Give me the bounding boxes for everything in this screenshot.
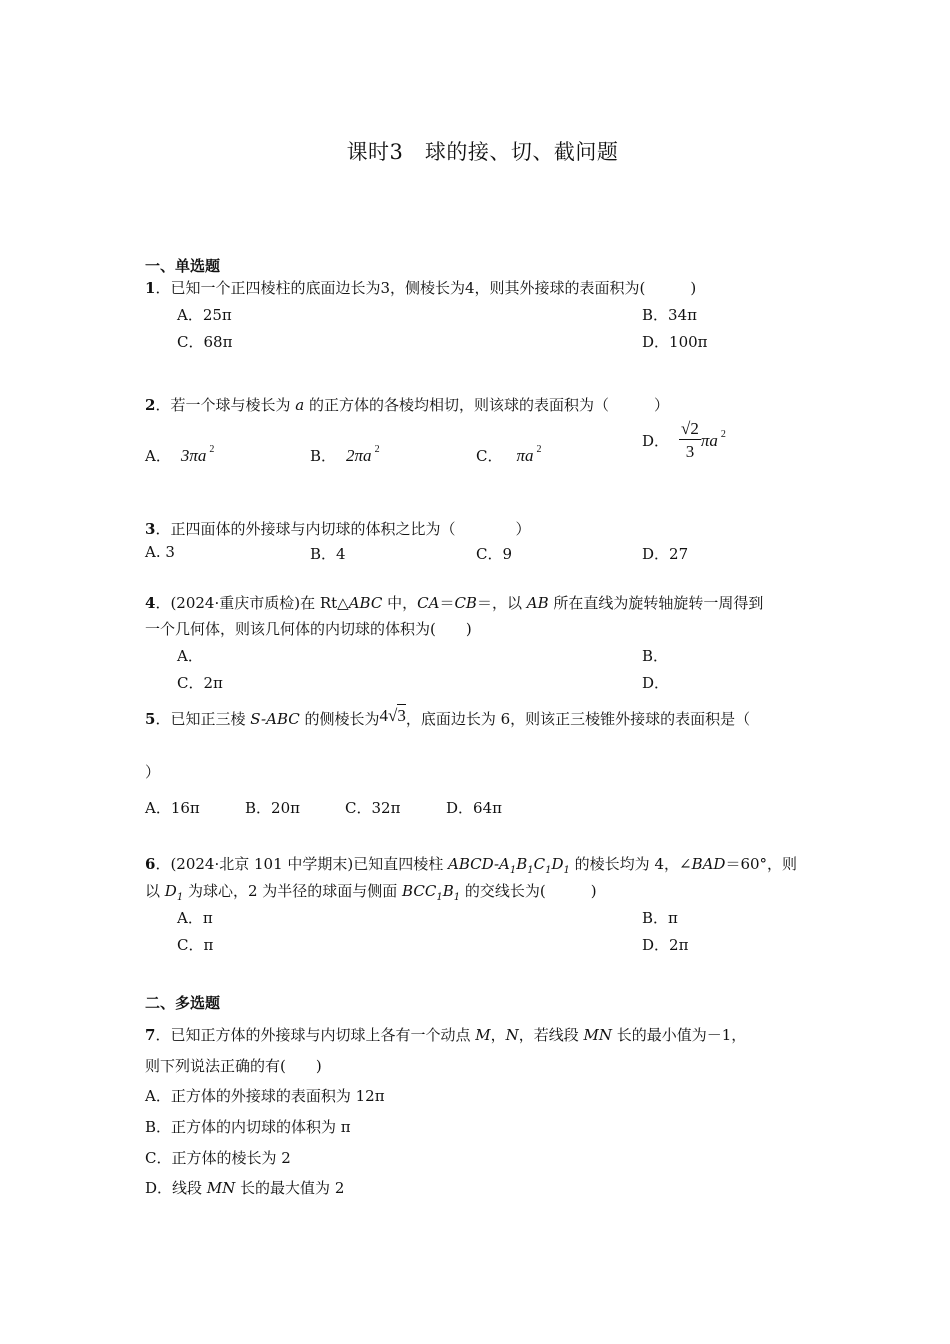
q5-option-d: D．64π: [446, 799, 502, 817]
variable: $BCC_1B_1$: [402, 882, 461, 903]
q6-option-c: C．π: [177, 936, 214, 954]
option-text: D．线段: [145, 1179, 207, 1197]
q4-option-b: B．: [642, 647, 669, 665]
variable: N: [505, 1026, 519, 1044]
question-text: ．正四面体的外接球与内切球的体积之比为（ ）: [155, 520, 531, 538]
formula: 2πa $^2$: [346, 444, 380, 465]
variable-a: a: [295, 396, 305, 414]
formula: πa $^2$: [700, 429, 726, 450]
question-5-stem: [145, 706, 750, 729]
variable: $D_1$: [164, 882, 184, 903]
question-text: ＝，以: [476, 594, 527, 612]
question-text: 的棱长均为 4，∠: [569, 855, 692, 873]
variable: MN: [206, 1179, 236, 1197]
q6-option-b: B．π: [642, 909, 678, 927]
page-title: 课时3 球的接、切、截问题: [346, 140, 619, 164]
q3-option-c: C．9: [476, 545, 513, 563]
section-heading-multi: 二、多选题: [145, 994, 221, 1012]
variable: M: [475, 1026, 491, 1044]
q1-option-d: D．100π: [642, 333, 708, 351]
question-text: ＝: [439, 594, 455, 612]
variable: MN: [583, 1026, 612, 1044]
question-text: 所在直线为旋转轴旋转一周得到: [548, 594, 764, 612]
variable: S-ABC: [250, 710, 300, 728]
q5-option-a: A．16π: [145, 799, 200, 817]
option-text: 长的最大值为 2: [235, 1179, 345, 1197]
question-text: 中，: [382, 594, 418, 612]
q7-option-a: A．正方体的外接球的表面积为 12π: [145, 1087, 385, 1105]
formula: πa $^2$: [516, 444, 542, 465]
q4-option-d: D．: [642, 674, 670, 692]
variable: BAD: [691, 855, 726, 873]
q3-option-a: A. 3: [145, 543, 175, 561]
question-text: ．(2024·重庆市质检)在 Rt△: [155, 594, 349, 612]
q4-option-a: A．: [177, 647, 203, 665]
question-number: 1: [145, 279, 156, 297]
question-text: ．已知正方体的外接球与内切球上各有一个动点: [155, 1026, 476, 1044]
q2-option-a: [145, 444, 214, 466]
question-6-stem: [145, 853, 797, 876]
question-text: ，若线段: [518, 1026, 584, 1044]
option-label: C．: [476, 447, 503, 465]
option-label: D．: [642, 431, 670, 450]
question-number: 3: [145, 520, 156, 538]
q1-option-b: B．34π: [642, 306, 697, 324]
question-text: 为球心，2 为半径的球面与侧面: [183, 882, 403, 900]
question-text: ．已知正三棱: [155, 710, 251, 728]
q3-option-b: B．4: [310, 545, 346, 563]
question-number: 4: [145, 594, 156, 612]
variable: CB: [454, 594, 477, 612]
formula: 3πa $^2$: [180, 444, 215, 465]
q2-option-b: [310, 444, 380, 466]
question-3-stem: [145, 518, 530, 539]
variable: AB: [526, 594, 549, 612]
question-5-close: ）: [145, 763, 161, 781]
question-number: 2: [145, 396, 156, 414]
question-text: 以: [145, 882, 165, 900]
question-1-stem: [145, 277, 696, 298]
q7-option-d: [145, 1177, 344, 1198]
question-text: 的正方体的各棱均相切，则该球的表面积为（ ）: [308, 396, 669, 414]
variable-prism: ABCD-$A_1B_1C_1D_1$: [448, 855, 570, 876]
question-text: ．(2024·北京 101 中学期末)已知直四棱柱: [155, 855, 449, 873]
question-7-line2: 则下列说法正确的有( ): [145, 1057, 322, 1075]
option-label: A．: [145, 447, 171, 465]
q2-option-d: [642, 420, 726, 460]
question-4-stem: [145, 592, 763, 613]
q6-option-d: D．2π: [642, 936, 689, 954]
q1-option-c: C．68π: [177, 333, 233, 351]
question-number: 6: [145, 855, 156, 873]
section-heading-single: 一、单选题: [145, 257, 221, 275]
q4-option-c: C．2π: [177, 674, 223, 692]
q2-option-c: [476, 444, 542, 466]
variable: CA: [417, 594, 440, 612]
q7-option-c: C．正方体的棱长为 2: [145, 1149, 291, 1167]
radical: 4√3: [379, 706, 406, 725]
option-label: B．: [310, 447, 337, 465]
question-number: 5: [145, 710, 156, 728]
question-text: ，底面边长为 6，则该正三棱锥外接球的表面积是（: [405, 710, 751, 728]
q5-option-c: C．32π: [345, 799, 401, 817]
question-7-stem: [145, 1024, 746, 1045]
question-6-line2: [145, 880, 597, 903]
fraction: $\frac{√2}{3}$: [681, 419, 699, 461]
question-text: 长的最小值为－1，: [611, 1026, 747, 1044]
question-text: ．已知一个正四棱柱的底面边长为3，侧棱长为4，则其外接球的表面积为( ): [155, 279, 697, 297]
q3-option-d: D．27: [642, 545, 689, 563]
question-text: ，: [490, 1026, 506, 1044]
q6-option-a: A．π: [177, 909, 213, 927]
question-4-line2: 一个几何体，则该几何体的内切球的体积为( ): [145, 620, 472, 638]
question-2-stem: [145, 394, 669, 415]
question-number: 7: [145, 1026, 156, 1044]
q5-option-b: B．20π: [245, 799, 300, 817]
variable: ABC: [348, 594, 383, 612]
q7-option-b: B．正方体的内切球的体积为 π: [145, 1118, 351, 1136]
question-text: ．若一个球与棱长为: [155, 396, 291, 414]
question-text: 的侧棱长为: [299, 710, 380, 728]
question-text: 的交线长为( ): [460, 882, 597, 900]
q1-option-a: A．25π: [177, 306, 232, 324]
question-text: ＝60°，则: [725, 855, 798, 873]
